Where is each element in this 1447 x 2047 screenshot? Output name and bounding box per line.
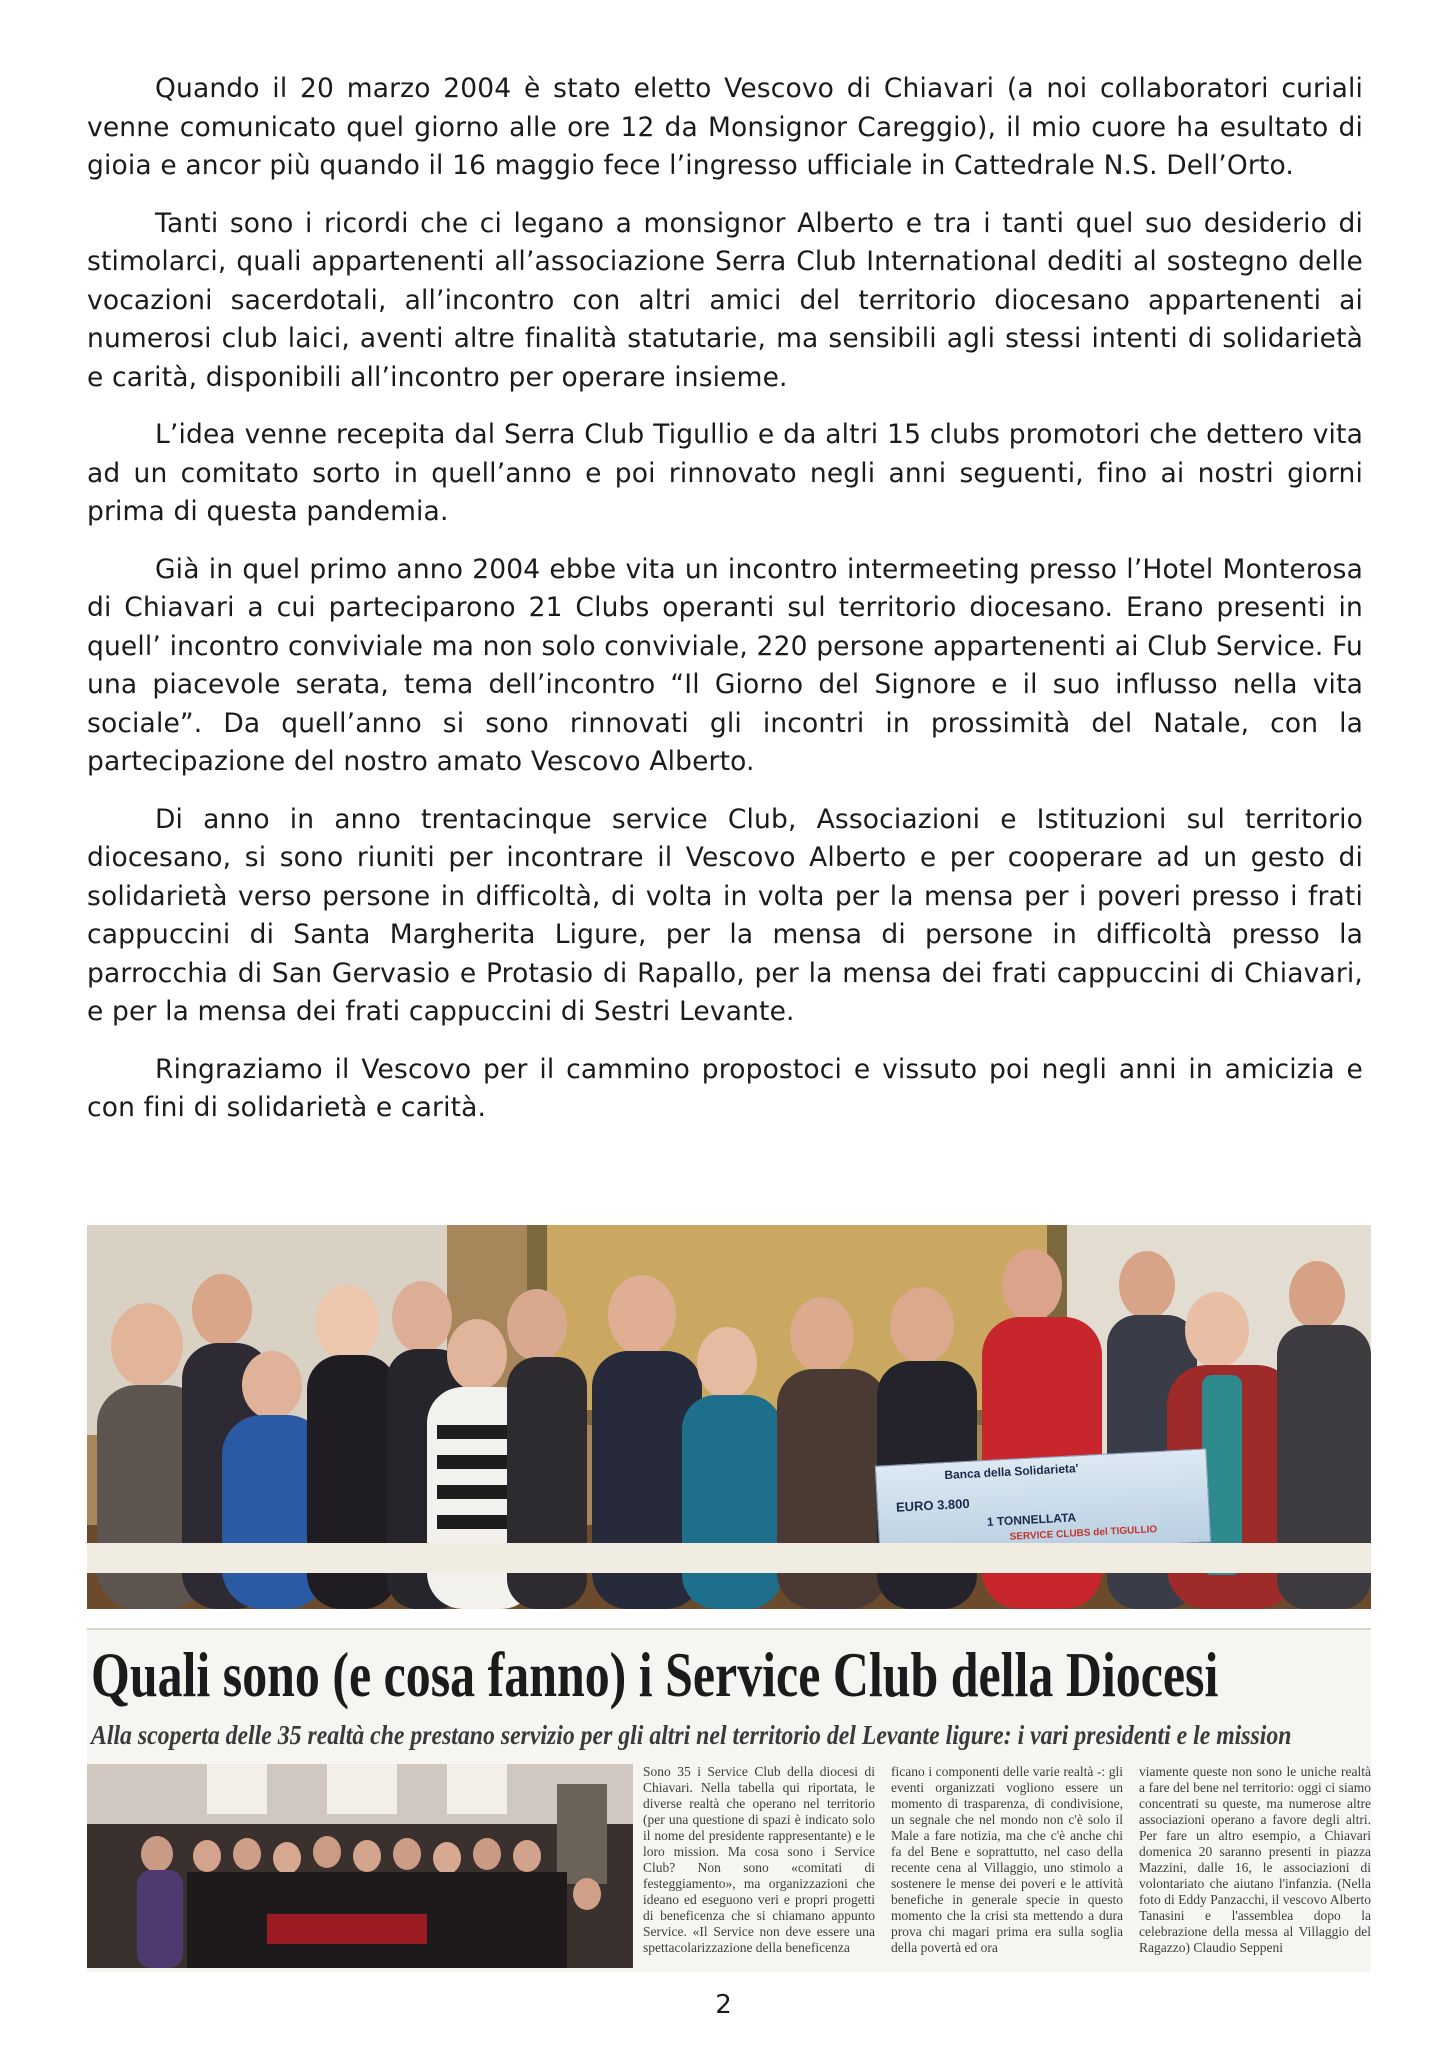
newspaper-clipping xyxy=(87,1628,1371,1972)
paragraph-5: Di anno in anno trentacinque service Club, Associazioni e Istituzioni sul territorio diocesano, si sono riuniti per incontrare il Vescovo Alberto e per cooperare ad un gesto di solidarietà verso persone in difficoltà, di volta in volta per la mensa per i poveri presso i frati cappuccini di Santa Margherita Ligure, per la mensa di persone in difficoltà presso la parrocchia di San Gervasio e Protasio di Rapallo, per la mensa dei frati cappuccini di Chiavari, e per la mensa dei frati cappuccini di Sestri Levante. xyxy=(87,803,1363,1027)
page-number: 2 xyxy=(715,1990,732,2020)
table xyxy=(87,1543,1371,1573)
clipping-columns xyxy=(643,1764,1371,1968)
clipping-subheadline: Alla scoperta delle 35 realtà che prestano servizio per gli altri nel territorio del Levante ligure: i vari presidenti e le mission xyxy=(91,1720,1292,1750)
check-signature: SERVICE CLUBS del TIGULLIO xyxy=(1009,1524,1158,1543)
check-bank-name: Banca della Solidarieta' xyxy=(943,1461,1079,1483)
check-amount: EURO 3.800 xyxy=(895,1495,970,1515)
clipping-column-3: viamente queste non sono le uniche realtà a fare del bene nel territorio: oggi ci siamo concentrati su queste, ma numerose altre associazioni operano a favore degli altri. Per fare un altro esempio, a Chiavari domenica 20 saranno presenti in piazza Mazzini, dalle 16, le associazioni di volontariato che aiutano l'infanzia. (Nella foto di Eddy Panzacchi, il vescovo Alberto Tanasini e l'assemblea dopo la celebrazione della messa al Villaggio del Ragazzo) Claudio Seppeni xyxy=(1139,1764,1371,1955)
paragraph-2: Tanti sono i ricordi che ci legano a monsignor Alberto e tra i tanti quel suo desiderio di stimolarci, quali appartenenti all’associazione Serra Club International dediti al sostegno delle vocazioni sacerdotali, all’incontro con altri amici del territorio diocesano appartenenti ai numerosi club laici, aventi altre finalità statutarie, ma sensibili agli stessi intenti di solidarietà e carità, disponibili all’incontro per operare insieme. xyxy=(87,207,1363,393)
article-text xyxy=(87,70,1363,1147)
clipping-headline: Quali sono (e cosa fanno) i Service Club della Diocesi xyxy=(91,1639,1219,1710)
clipping-column-2: ficano i componenti delle varie realtà -: gli eventi organizzati vogliono essere un momento di trasparenza, di condivisione, un segnale che nel mondo non c'è solo il Male a fare notizia, ma che c'è anche chi fa del Bene e soprattutto, nel caso della recente cena al Villaggio, uno stimolo a sostenere le mense dei poveri e le attività benefiche in generale specie in questo momento che la crisi sta mettendo a dura prova chi magari prima era sulla soglia della povertà ed ora xyxy=(891,1764,1123,1955)
paragraph-1: Quando il 20 marzo 2004 è stato eletto Vescovo di Chiavari (a noi collaboratori curiali venne comunicato quel giorno alle ore 12 da Monsignor Careggio), il mio cuore ha esultato di gioia e ancor più quando il 16 maggio fece l’ingresso ufficiale in Cattedrale N.S. Dell’Orto. xyxy=(87,73,1363,181)
clipping-photo-illustration xyxy=(87,1764,633,1968)
check-goods: 1 TONNELLATA xyxy=(986,1510,1077,1529)
clipping-column-1: Sono 35 i Service Club della diocesi di Chiavari. Nella tabella qui riportata, le diverse realtà che operano nel territorio (per una questione di spazi è indicato solo il nome del presidente rappresentante) e le loro mission. Ma cosa sono i Service Club? Non sono «comitati di festeggiamento», ma organizzazioni che ideano ed eseguono veri e propri progetti di beneficenza che si chiamano appunto Service. «Il Service non deve essere una spettacolarizzazione della beneficenza xyxy=(643,1764,875,1955)
paragraph-6: Ringraziamo il Vescovo per il cammino propostoci e vissuto poi negli anni in amicizia e con fini di solidarietà e carità. xyxy=(87,1053,1363,1123)
paragraph-4: Già in quel primo anno 2004 ebbe vita un incontro intermeeting presso l’Hotel Monterosa di Chiavari a cui parteciparono 21 Clubs operanti sul territorio diocesano. Erano presenti in quell’ incontro conviviale ma non solo conviviale, 220 persone appartenenti ai Club Service. Fu una piacevole serata, tema dell’incontro “Il Giorno del Signore e il suo influsso nella vita sociale”. Da quell’anno si sono rinnovati gli incontri in prossimità del Natale, con la partecipazione del nostro amato Vescovo Alberto. xyxy=(87,553,1363,777)
group-photo xyxy=(87,1225,1371,1609)
paragraph-3: L’idea venne recepita dal Serra Club Tigullio e da altri 15 clubs promotori che dettero vita ad un comitato sorto in quell’anno e poi rinnovato negli anni seguenti, fino ai nostri giorni prima di questa pandemia. xyxy=(87,419,1363,527)
clipping-photo xyxy=(87,1764,633,1968)
